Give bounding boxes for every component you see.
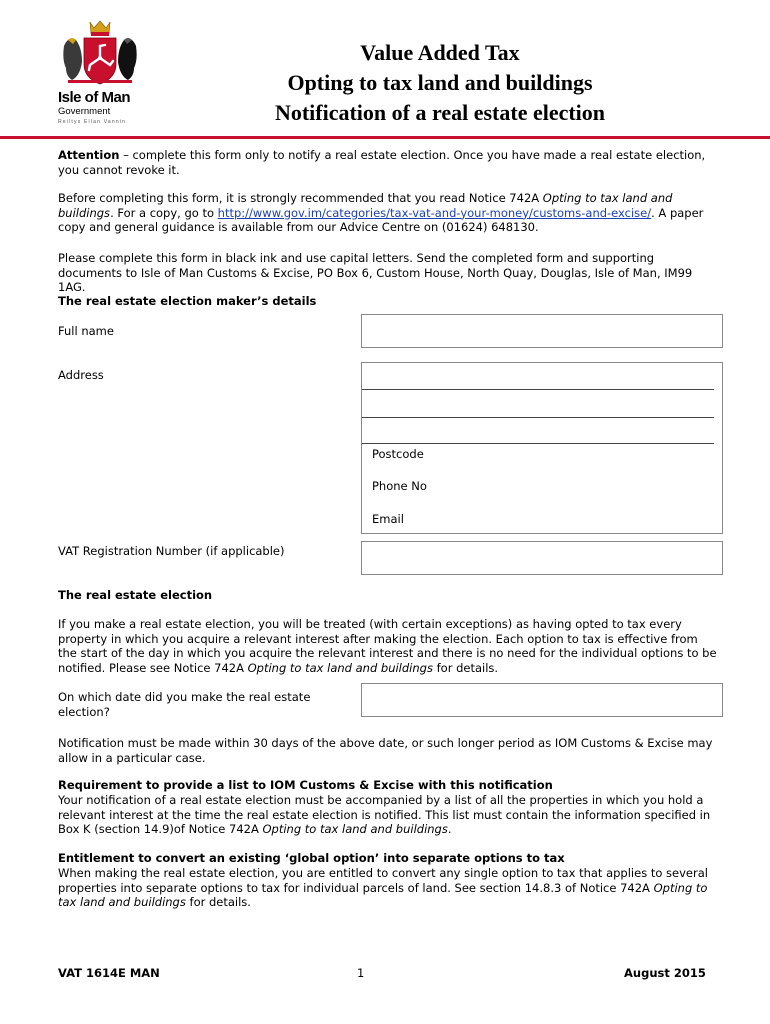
page-number: 1 [357,966,365,980]
details-heading: The real estate election maker’s details [58,294,317,308]
title-line-1: Value Added Tax [360,40,520,65]
election-date-label: On which date did you make the real estate election? [58,690,311,719]
attention-text: – complete this form only to notify a real estate election. Once you have made a real estate election, you cannot revoke it. [58,148,706,177]
attention-paragraph [58,148,718,177]
election-heading: The real estate election [58,588,213,602]
instructions-paragraph: Please complete this form in black ink and use capital letters. Send the completed form and supporting documents to Isle of Man Customs & Excise, PO Box 6, Custom House, North Quay, Douglas, Isle of Man, IM99 1AG. [58,251,693,294]
full-name-field[interactable] [361,314,723,348]
address-line-3[interactable] [362,443,714,444]
logo-wordmark [58,90,150,127]
title-line-2: Opting to tax land and buildings [287,70,593,95]
election-paragraph: If you make a real estate election, you will be treated (with certain exceptions) as having opted to tax every property in which you acquire a relevant interest after making the election. Each option to tax is effective from the start of the day in which you acquire the relevant interest and there is no need for the individual options to be notified. Please see Notice 742A Opting to tax land and buildings for details. [58,617,717,675]
title-line-3: Notification of a real estate election [274,100,606,125]
notification-paragraph: Notification must be made within 30 days of the above date, or such longer period as IOM Customs & Excise may allow in a particular case. [58,736,713,765]
form-code: VAT 1614E MAN [58,966,160,980]
form-date: August 2015 [624,966,706,980]
full-name-label: Full name [58,324,114,338]
before-completing-paragraph: Before completing this form, it is strongly recommended that you read Notice 742A Opting to tax land and buildings. For a copy, go to http://www.gov.im/categories/tax-vat-and-your-money/customs-and-excise/. A paper copy and general guidance is available from our Advice Centre on (01624) 648130. [58,191,704,234]
vat-registration-label: VAT Registration Number (if applicable) [58,544,285,558]
address-line-2[interactable] [362,417,714,418]
logo-motto: Reiltys Ellan Vannin [58,119,127,125]
vat-registration-field[interactable] [361,541,723,575]
requirement-paragraph: Your notification of a real estate election must be accompanied by a list of all the properties in which you hold a relevant interest at the time the real estate election is notified. This list must contain the information specified in Box K (section 14.9)of Notice 742A Opting to tax land and buildings. [58,793,711,836]
logo-line-1: Isle of Man [58,89,131,106]
postcode-label: Postcode [372,447,424,461]
attention-label: Attention [58,148,120,162]
address-label: Address [58,368,104,382]
entitlement-heading: Entitlement to convert an existing ‘global option’ into separate options to tax [58,851,565,865]
email-label: Email [372,512,404,526]
entitlement-paragraph: When making the real estate election, you are entitled to convert any single option to tax that applies to several properties into separate options to tax for individual parcels of land. See section 14.8.3 of Notice 742A Opting to tax land and buildings for details. [58,866,708,909]
election-date-field[interactable] [361,683,723,717]
notice-title-ref: Opting to tax land and buildings [58,191,673,220]
requirement-heading: Requirement to provide a list to IOM Customs & Excise with this notification [58,778,553,792]
form-title [200,38,680,128]
phone-label: Phone No [372,479,427,493]
logo-line-2: Government [58,106,111,117]
customs-excise-link[interactable]: http://www.gov.im/categories/tax-vat-and-your-money/customs-and-excise/ [217,205,652,220]
address-box[interactable] [361,362,723,534]
address-line-1[interactable] [362,389,714,390]
header-divider [0,136,770,139]
